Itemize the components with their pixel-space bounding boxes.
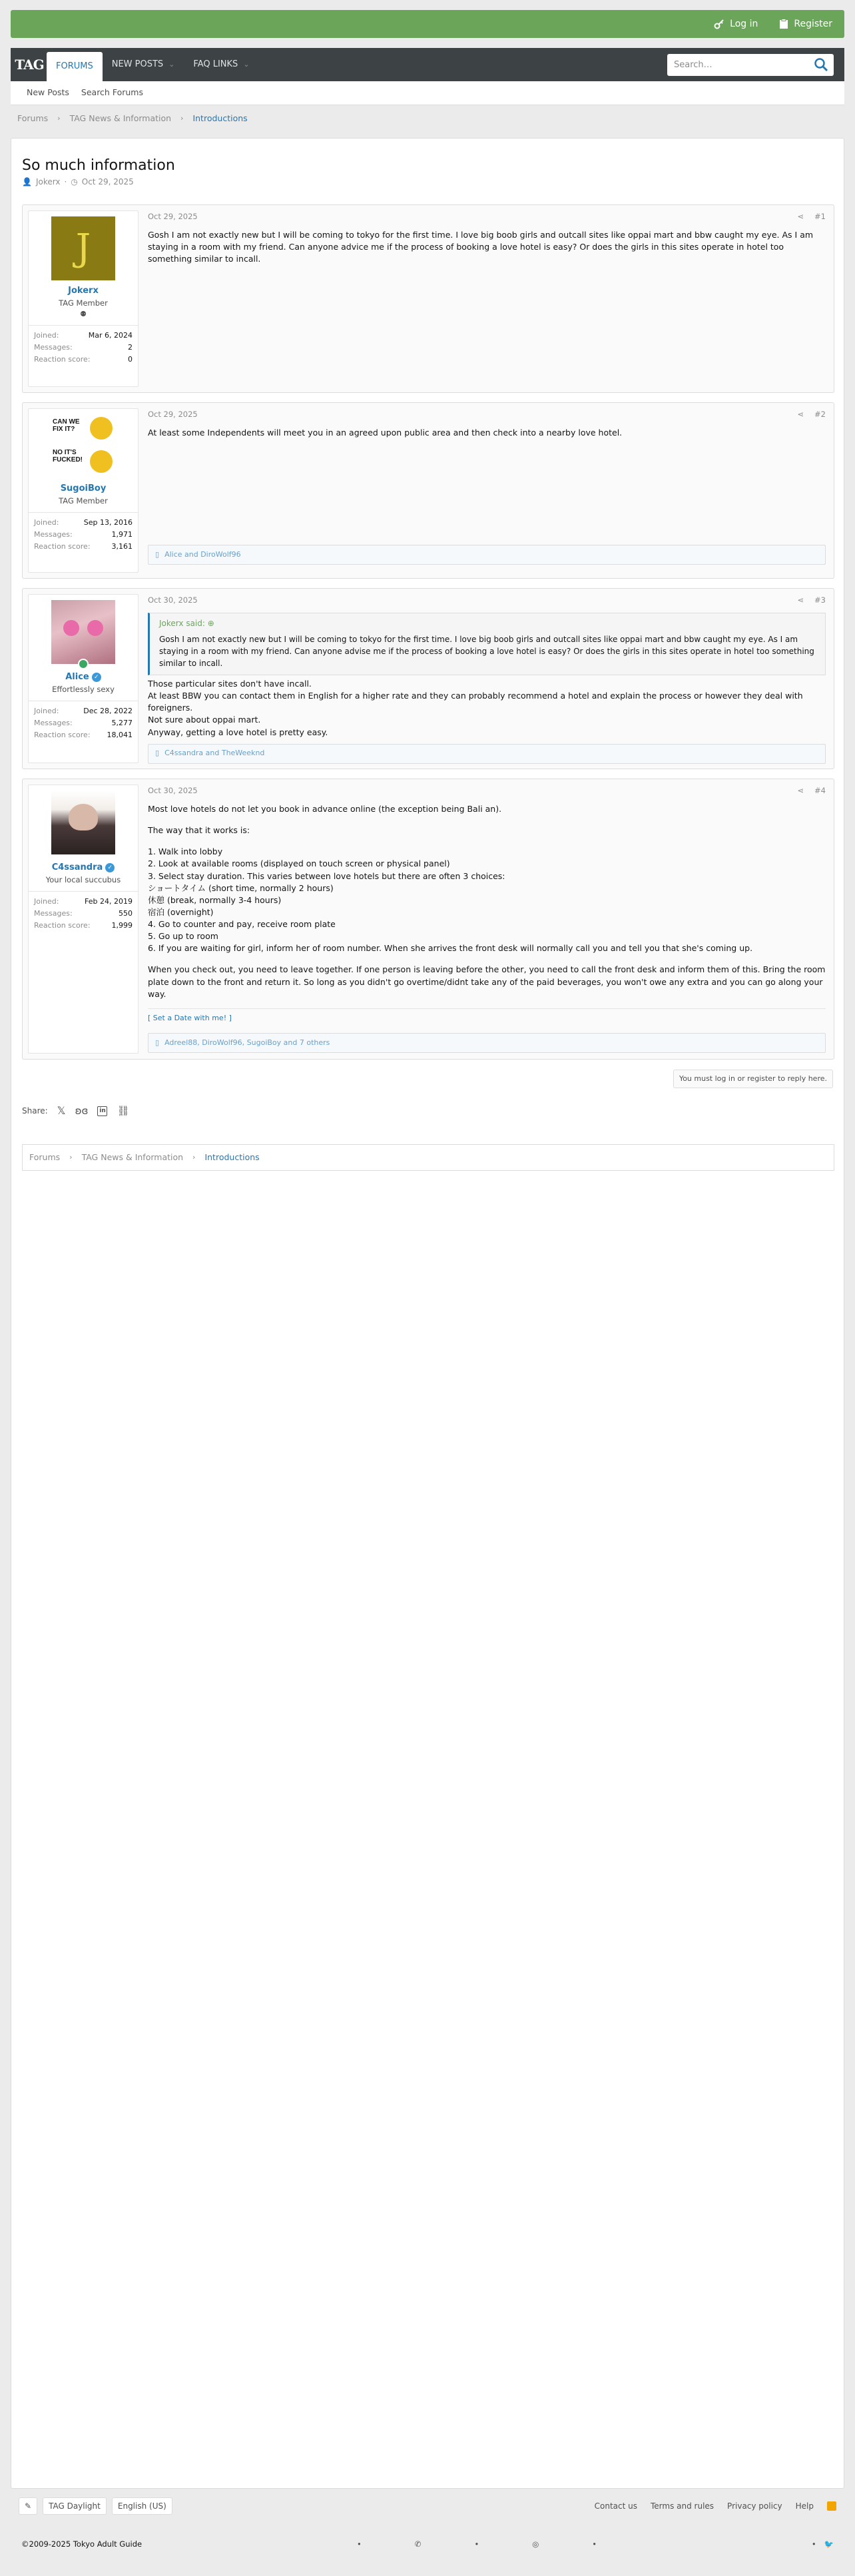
- stat-label: Reaction score:: [34, 920, 91, 930]
- stat-messages: 2: [128, 343, 133, 352]
- crumb-news[interactable]: TAG News & Information: [81, 1151, 184, 1162]
- post-date[interactable]: Oct 29, 2025: [148, 212, 198, 222]
- reactions-text[interactable]: Adreel88, DiroWolf96, SugoiBoy and 7 others: [164, 1038, 330, 1047]
- chevron-right-icon: ›: [69, 1152, 73, 1161]
- username-text: Alice: [65, 672, 89, 682]
- post-number[interactable]: #3: [814, 595, 826, 605]
- post-3: [22, 588, 834, 769]
- search-input[interactable]: [667, 54, 834, 76]
- sub-nav: [11, 81, 844, 105]
- post-body: [148, 210, 826, 265]
- post-4: [22, 779, 834, 1060]
- linkedin-icon[interactable]: in: [97, 1106, 107, 1116]
- clock-icon: ◷: [71, 177, 78, 186]
- user-card: [28, 785, 139, 1054]
- stat-messages: 550: [119, 908, 133, 918]
- avatar-face-icon: [90, 450, 113, 473]
- quote-text: Gosh I am not exactly new but I will be coming to tokyo for the first time. I love big boob girls and outcall sites like oppai mart and bbw caught my eye. As I am staying in a room with my friend. Can anyone advise me if the process of booking a love hotel is easy? Or does the girls in this sites operate in hotel too something similar to incall.: [159, 635, 814, 668]
- post-date[interactable]: Oct 30, 2025: [148, 595, 198, 605]
- copyright-bar: [11, 2535, 844, 2555]
- tab-new-posts[interactable]: [103, 48, 184, 81]
- tab-forums-label: FORUMS: [56, 61, 93, 72]
- post-text: Gosh I am not exactly new but I will be coming to tokyo for the first time. I love big boob girls and outcall sites like oppai mart and bbw caught my eye. As I am staying in a room with my friend. Can anyone advice me if the process of booking a love hotel is easy? Or does the girls in this sites operate in hotel too something similar to incall.: [148, 230, 814, 264]
- copyright: ©2009-2025 Tokyo Adult Guide: [21, 2539, 142, 2549]
- avatar-text-bottom: NO IT'S FUCKED!: [53, 449, 83, 464]
- reactions-bar[interactable]: [148, 545, 826, 565]
- avatar-text-top: CAN WE FIX IT?: [53, 418, 80, 433]
- user-card: [28, 210, 139, 387]
- post-body: [148, 594, 826, 764]
- style-chooser-icon[interactable]: ✎: [19, 2497, 37, 2515]
- stat-reactions: 18,041: [107, 730, 133, 739]
- step-item: 休憩 (break, normally 3-4 hours): [148, 894, 282, 905]
- step-item: 3. Select stay duration. This varies between love hotels but there are often 3 choices:: [148, 870, 505, 881]
- stat-reactions: 1,999: [111, 920, 133, 930]
- avatar[interactable]: [51, 791, 115, 854]
- username[interactable]: [29, 284, 138, 298]
- thread-author[interactable]: Jokerx: [35, 177, 61, 186]
- reply-notice[interactable]: You must log in or register to reply here.: [673, 1070, 833, 1088]
- stat-label: Messages:: [34, 908, 73, 918]
- dot-icon: •: [592, 2539, 597, 2549]
- chevron-right-icon: ›: [180, 113, 184, 123]
- dot-icon: •: [474, 2539, 479, 2549]
- share-icon[interactable]: ⋖: [797, 410, 804, 420]
- avatar-face-icon: [90, 417, 113, 440]
- rss-icon[interactable]: [827, 2501, 836, 2511]
- quote-block: [148, 613, 826, 675]
- x-twitter-icon[interactable]: 𝕏: [57, 1104, 66, 1117]
- stat-messages: 5,277: [111, 718, 133, 727]
- post-2: [22, 402, 834, 579]
- reactions-text[interactable]: Alice and DiroWolf96: [164, 549, 241, 559]
- chevron-right-icon: ›: [57, 113, 61, 123]
- main-content: [11, 138, 844, 2489]
- post-paragraph: Most love hotels do not let you book in advance online (the exception being Bali an).: [148, 804, 502, 814]
- page-title: So much information: [22, 157, 175, 174]
- language-chooser[interactable]: English (US): [112, 2497, 172, 2515]
- breadcrumb-bottom: [22, 1144, 834, 1171]
- online-status-icon: [78, 659, 89, 669]
- quote-author[interactable]: Jokerx said:: [159, 619, 205, 628]
- user-title: TAG Member: [59, 298, 108, 308]
- stat-joined: Dec 28, 2022: [83, 706, 133, 715]
- username-text: Jokerx: [68, 286, 99, 296]
- user-icon: 👤: [22, 177, 32, 186]
- dot-icon: •: [357, 2539, 362, 2549]
- stat-messages: 1,971: [111, 529, 133, 539]
- user-card: [28, 408, 139, 573]
- register-link[interactable]: [779, 17, 832, 31]
- post-text: At least some Independents will meet you in an agreed upon public area and then check into a nearby love hotel.: [148, 428, 623, 438]
- tab-faq-links[interactable]: [184, 48, 258, 81]
- step-item: ショートタイム (short time, normally 2 hours): [148, 882, 334, 893]
- username[interactable]: [29, 482, 138, 495]
- footer-contact[interactable]: Contact us: [594, 2501, 637, 2511]
- subnav-search-forums[interactable]: Search Forums: [81, 87, 143, 98]
- post-number[interactable]: #2: [814, 410, 826, 420]
- login-label: Log in: [730, 18, 758, 29]
- reactions-bar[interactable]: [148, 1033, 826, 1053]
- share-icon[interactable]: ⋖: [797, 786, 804, 796]
- step-item: 5. Go up to room: [148, 931, 218, 942]
- chevron-right-icon: ›: [192, 1152, 196, 1161]
- stat-reactions: 3,161: [111, 541, 133, 551]
- username[interactable]: [29, 861, 138, 874]
- user-stats: [29, 891, 138, 936]
- reactions-bar[interactable]: [148, 744, 826, 764]
- user-stats: [29, 701, 138, 745]
- instagram-icon[interactable]: ◎: [532, 2539, 539, 2549]
- like-icon: ▯: [155, 549, 160, 559]
- footer-privacy[interactable]: Privacy policy: [727, 2501, 782, 2511]
- user-card: [28, 594, 139, 763]
- post-line: At least BBW you can contact them in English for a higher rate and they can probably recommend a hotel and explain the process or however they deal with foreigners.: [148, 691, 803, 713]
- username-text: SugoiBoy: [60, 483, 107, 493]
- tab-new-posts-label: NEW POSTS: [111, 59, 164, 70]
- stat-joined: Sep 13, 2016: [83, 517, 133, 527]
- thread-date[interactable]: Oct 29, 2025: [81, 177, 134, 186]
- stat-joined: Mar 6, 2024: [88, 331, 133, 340]
- crumb-forums[interactable]: Forums: [29, 1151, 61, 1162]
- post-text: [148, 678, 826, 739]
- quote-link-icon[interactable]: ⊕: [207, 619, 214, 628]
- steps-list: [148, 846, 826, 954]
- stat-reactions: 0: [128, 355, 133, 364]
- post-date[interactable]: Oct 29, 2025: [148, 410, 198, 420]
- crumb-forums[interactable]: Forums: [17, 113, 49, 123]
- avatar-shape: [63, 620, 79, 636]
- tab-forums[interactable]: [47, 52, 103, 81]
- login-link[interactable]: [714, 17, 758, 31]
- post-line: Anyway, getting a love hotel is pretty easy.: [148, 727, 328, 737]
- stat-label: Joined:: [34, 706, 59, 715]
- avatar[interactable]: J: [51, 216, 115, 280]
- step-item: 1. Walk into lobby: [148, 846, 223, 857]
- crumb-introductions[interactable]: Introductions: [192, 113, 248, 123]
- signature-link[interactable]: [ Set a Date with me! ]: [148, 1008, 826, 1024]
- reactions-text[interactable]: C4ssandra and TheWeeknd: [164, 749, 265, 758]
- share-icon[interactable]: ⋖: [797, 595, 804, 605]
- clipboard-icon: [779, 19, 788, 29]
- twitter-icon[interactable]: 🐦: [824, 2539, 834, 2549]
- step-item: 4. Go to counter and pay, receive room plate: [148, 919, 336, 929]
- link-icon[interactable]: ⛓: [117, 1104, 130, 1117]
- thread-meta: [22, 176, 134, 188]
- breadcrumb: [11, 105, 844, 132]
- dot-icon: •: [811, 2539, 816, 2549]
- register-label: Register: [794, 18, 832, 29]
- stat-joined: Feb 24, 2019: [85, 896, 133, 906]
- footer-right: [812, 2539, 834, 2550]
- footer-bar: [11, 2491, 844, 2521]
- chevron-down-icon[interactable]: ⌄: [243, 59, 250, 69]
- footer-terms[interactable]: Terms and rules: [650, 2501, 714, 2511]
- phone-icon[interactable]: ✆: [414, 2539, 422, 2549]
- post-body: [148, 785, 826, 1053]
- user-badge-icon: ⚉: [80, 309, 87, 318]
- post-number[interactable]: #1: [814, 212, 826, 222]
- share-label: Share:: [22, 1106, 48, 1116]
- post-text: [148, 803, 826, 1000]
- stat-label: Joined:: [34, 517, 59, 527]
- user-title: Your local succubus: [45, 874, 121, 884]
- user-title: TAG Member: [59, 495, 108, 505]
- avatar-shape: [87, 620, 103, 636]
- stat-label: Joined:: [34, 896, 59, 906]
- post-paragraph: When you check out, you need to leave together. If one person is leaving before the other, you need to call the front desk and inform them of this. Bring the room plate down to the front and return it. So long as you didn't go overtime/didnt take any of the paid beverages, you won't owe any extra and you can go along your way.: [148, 964, 826, 999]
- user-title: Effortlessly sexy: [52, 684, 115, 694]
- share-bar: [22, 1103, 130, 1119]
- verified-icon: ✓: [92, 673, 101, 682]
- like-icon: ▯: [155, 749, 160, 758]
- chevron-down-icon[interactable]: ⌄: [168, 59, 175, 69]
- stat-label: Reaction score:: [34, 730, 91, 739]
- avatar[interactable]: [51, 600, 115, 664]
- footer-links: [595, 2500, 836, 2512]
- key-icon: [714, 19, 724, 29]
- subnav-new-posts[interactable]: New Posts: [27, 87, 69, 98]
- user-stats: [29, 325, 138, 370]
- post-1: [22, 204, 834, 393]
- stat-label: Joined:: [34, 331, 59, 340]
- search-icon[interactable]: [814, 57, 828, 72]
- tab-faq-label: FAQ LINKS: [193, 59, 238, 70]
- separator: ·: [64, 177, 67, 186]
- stat-label: Reaction score:: [34, 355, 91, 364]
- crumb-introductions[interactable]: Introductions: [204, 1151, 260, 1162]
- like-icon: ▯: [155, 1038, 160, 1047]
- post-date[interactable]: Oct 30, 2025: [148, 786, 198, 796]
- username[interactable]: [29, 671, 138, 684]
- post-body: [148, 408, 826, 573]
- stat-label: Messages:: [34, 529, 73, 539]
- post-paragraph: The way that it works is:: [148, 825, 250, 836]
- stat-label: Messages:: [34, 718, 73, 727]
- top-bar: [11, 10, 844, 38]
- post-number[interactable]: #4: [814, 786, 826, 796]
- user-stats: [29, 512, 138, 557]
- avatar[interactable]: [51, 414, 115, 478]
- verified-icon: ✓: [105, 863, 115, 872]
- crumb-news[interactable]: TAG News & Information: [69, 113, 172, 123]
- post-line: Those particular sites don't have incall.: [148, 679, 312, 689]
- share-icon[interactable]: ⋖: [797, 212, 804, 222]
- username-text: C4ssandra: [51, 862, 103, 872]
- stat-label: Messages:: [34, 343, 73, 352]
- stat-label: Reaction score:: [34, 541, 91, 551]
- post-line: Not sure about oppai mart.: [148, 715, 261, 725]
- footer-social: [357, 2539, 597, 2550]
- main-nav: [11, 48, 844, 81]
- style-chooser[interactable]: TAG Daylight: [43, 2497, 107, 2515]
- bluesky-icon[interactable]: ʚɞ: [75, 1104, 89, 1117]
- site-logo[interactable]: TAG: [15, 57, 44, 73]
- step-item: 2. Look at available rooms (displayed on touch screen or physical panel): [148, 858, 450, 869]
- step-item: 宿泊 (overnight): [148, 906, 214, 917]
- search-placeholder: Search…: [674, 59, 712, 70]
- footer-help[interactable]: Help: [795, 2501, 814, 2511]
- step-item: 6. If you are waiting for girl, inform her of room number. When she arrives the front desk will normally call you and tell you that she's coming up.: [148, 943, 753, 954]
- avatar-shape: [69, 804, 98, 830]
